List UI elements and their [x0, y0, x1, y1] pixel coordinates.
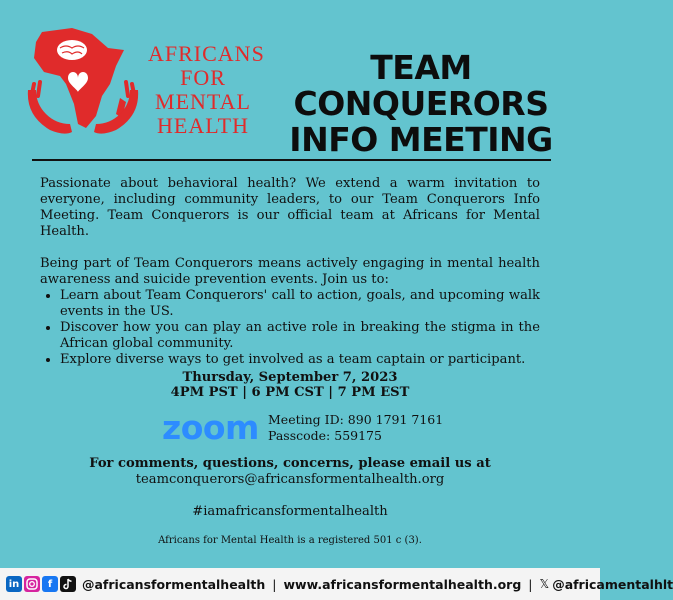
list-item: • Explore diverse ways to get involved as a team captain or participant. — [60, 352, 540, 368]
org-logo — [20, 20, 265, 150]
being-part-paragraph: Being part of Team Conquerors means actively engaging in mental health awareness and suicide prevention events. Join us to: — [40, 256, 540, 287]
intro-paragraph: Passionate about behavioral health? We extend a warm invitation to everyone, including community leaders, to our Team Conquerors Info Meeting. Team Conquerors is our official team at Africans for Mental Health. — [40, 176, 540, 239]
benefits-list — [40, 288, 540, 368]
africa-map-icon — [20, 20, 150, 150]
body-text — [40, 176, 540, 368]
org-name — [148, 41, 265, 138]
tiktok-icon[interactable] — [60, 576, 76, 592]
footer-separator: | — [528, 576, 533, 592]
org-name-line: FOR — [180, 65, 226, 90]
contact-section — [40, 456, 540, 488]
org-name-line: MENTAL — [155, 89, 251, 114]
footer-x-handle[interactable]: @africamentalhlt — [552, 576, 673, 592]
footer-content — [6, 574, 673, 594]
footer-website[interactable]: www.africansformentalhealth.org — [283, 576, 522, 592]
zoom-logo — [162, 410, 259, 446]
event-times: 4PM PST | 6 PM CST | 7 PM EST — [170, 385, 410, 400]
linkedin-icon[interactable]: in — [6, 576, 22, 592]
divider — [32, 159, 551, 161]
x-icon[interactable]: 𝕏 — [539, 577, 550, 591]
contact-email[interactable]: teamconquerors@africansformentalhealth.org — [135, 472, 445, 487]
footer-separator: | — [272, 576, 277, 592]
list-item: • Discover how you can play an active role in breaking the stigma in the African global community. — [60, 320, 540, 352]
footer-handle[interactable]: @africansformentalhealth — [82, 576, 266, 592]
facebook-icon[interactable]: f — [42, 576, 58, 592]
contact-heading: For comments, questions, concerns, please email us at — [89, 456, 491, 471]
meeting-id: Meeting ID: 890 1791 7161 — [268, 412, 444, 427]
instagram-icon[interactable] — [24, 576, 40, 592]
passcode: Passcode: 559175 — [268, 428, 382, 443]
registered-note: Africans for Mental Health is a registered 501 c (3). — [158, 535, 422, 546]
event-date: Thursday, September 7, 2023 — [182, 370, 398, 385]
org-name-line: AFRICANS — [148, 41, 265, 66]
list-item: • Learn about Team Conquerors' call to action, goals, and upcoming walk events in the US. — [60, 288, 540, 320]
zoom-logo-text: zoom — [162, 408, 259, 447]
title-line: INFO MEETING — [289, 120, 553, 159]
footer — [0, 568, 673, 600]
zoom-meeting-info — [268, 412, 443, 444]
org-name-line: HEALTH — [157, 113, 249, 138]
hashtag: #iamafricansformentalhealth — [192, 504, 388, 519]
event-datetime — [40, 370, 540, 400]
title-line: TEAM CONQUERORS — [293, 48, 549, 123]
page-title — [262, 50, 580, 158]
